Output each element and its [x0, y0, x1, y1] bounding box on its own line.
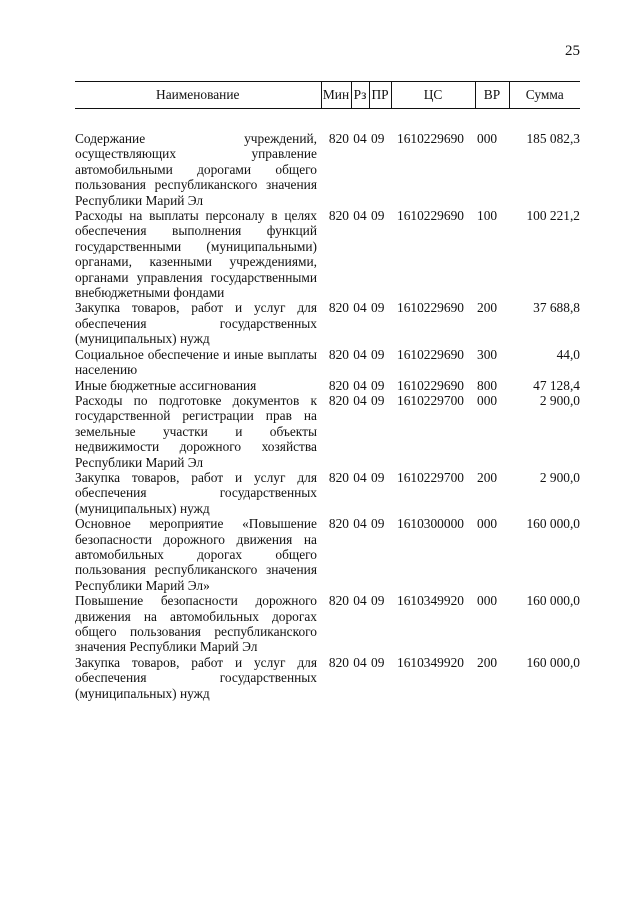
header-min: Мин — [321, 82, 351, 109]
header-rz: Рз — [351, 82, 369, 109]
cell-min: 820 — [328, 516, 349, 532]
cell-pr: 09 — [371, 469, 385, 485]
cell-min: 820 — [328, 654, 349, 670]
cell-name: Основное мероприятие «Повышение безопасности дорожного движения на автомобильных дорогах общего пользования республиканского значения Республики Марий Эл» — [75, 516, 317, 593]
header-row — [75, 82, 580, 109]
cell-sum: 160 000,0 — [526, 516, 580, 532]
cell-name: Социальное обеспечение и иные выплаты населению — [75, 346, 317, 378]
cell-sum: 185 082,3 — [526, 131, 580, 146]
cell-pr: 09 — [371, 346, 385, 362]
table-row — [75, 393, 580, 470]
cell-sum: 37 688,8 — [533, 300, 580, 316]
cell-vr: 000 — [477, 131, 498, 146]
cell-name: Повышение безопасности дорожного движения на автомобильных дорогах общего пользования республиканского значения Республики Марий Эл — [75, 593, 317, 655]
cell-vr: 300 — [477, 346, 498, 362]
cell-min: 820 — [328, 377, 349, 393]
cell-rz: 04 — [353, 208, 367, 224]
cell-vr: 100 — [477, 208, 498, 224]
cell-cs: 1610229690 — [397, 377, 464, 393]
cell-min: 820 — [328, 392, 349, 408]
cell-name: Расходы по подготовке документов к государственной регистрации прав на земельные участки и объекты недвижимости дорожного хозяйства Республики Марий Эл — [75, 392, 317, 470]
cell-sum: 44,0 — [556, 346, 580, 362]
table-row — [75, 470, 580, 516]
cell-vr: 000 — [477, 593, 498, 609]
cell-min: 820 — [328, 469, 349, 485]
header-name: Наименование — [75, 82, 321, 109]
cell-rz: 04 — [353, 346, 367, 362]
cell-rz: 04 — [353, 131, 367, 146]
cell-vr: 200 — [477, 469, 498, 485]
cell-min: 820 — [328, 300, 349, 316]
cell-vr: 000 — [477, 516, 498, 532]
cell-pr: 09 — [371, 300, 385, 316]
table-row — [75, 347, 580, 378]
cell-pr: 09 — [371, 208, 385, 224]
cell-min: 820 — [328, 346, 349, 362]
table-row — [75, 655, 580, 701]
cell-vr: 000 — [477, 392, 498, 408]
budget-table — [75, 81, 580, 701]
table-body — [75, 109, 580, 702]
header-pr: ПР — [369, 82, 391, 109]
cell-rz: 04 — [353, 377, 367, 393]
cell-cs: 1610229690 — [397, 300, 464, 316]
cell-pr: 09 — [371, 131, 385, 146]
cell-cs: 1610349920 — [397, 654, 464, 670]
cell-min: 820 — [328, 131, 349, 146]
table-spacer-row — [75, 109, 580, 132]
page-number: 25 — [565, 43, 580, 59]
cell-rz: 04 — [353, 516, 367, 532]
cell-cs: 1610229690 — [397, 131, 464, 146]
cell-sum: 2 900,0 — [539, 392, 580, 408]
cell-sum: 160 000,0 — [526, 593, 580, 609]
cell-name: Закупка товаров, работ и услуг для обеспечения государственных (муниципальных) нужд — [75, 654, 317, 701]
header-cs: ЦС — [391, 82, 475, 109]
cell-name: Закупка товаров, работ и услуг для обеспечения государственных (муниципальных) нужд — [75, 300, 317, 347]
cell-vr: 200 — [477, 654, 498, 670]
cell-vr: 200 — [477, 300, 498, 316]
cell-cs: 1610349920 — [397, 593, 464, 609]
cell-rz: 04 — [353, 392, 367, 408]
cell-rz: 04 — [353, 654, 367, 670]
cell-pr: 09 — [371, 593, 385, 609]
cell-rz: 04 — [353, 469, 367, 485]
budget-table-container — [75, 81, 580, 701]
cell-rz: 04 — [353, 593, 367, 609]
cell-name: Расходы на выплаты персоналу в целях обеспечения выполнения функций государственными (муниципальными) органами, казенными учреждениями, органами управления государственными внебюджетными фондами — [75, 208, 317, 301]
header-vr: ВР — [475, 82, 509, 109]
table-row — [75, 300, 580, 346]
cell-pr: 09 — [371, 392, 385, 408]
cell-cs: 1610300000 — [397, 516, 464, 532]
table-row — [75, 131, 580, 208]
cell-cs: 1610229690 — [397, 346, 464, 362]
table-row — [75, 593, 580, 655]
table-row — [75, 208, 580, 300]
cell-pr: 09 — [371, 654, 385, 670]
cell-cs: 1610229700 — [397, 392, 464, 408]
cell-pr: 09 — [371, 377, 385, 393]
cell-name: Закупка товаров, работ и услуг для обеспечения государственных (муниципальных) нужд — [75, 469, 317, 516]
cell-sum: 100 221,2 — [526, 208, 580, 224]
cell-name: Иные бюджетные ассигнования — [75, 377, 257, 393]
cell-cs: 1610229700 — [397, 469, 464, 485]
cell-sum: 2 900,0 — [539, 469, 580, 485]
cell-pr: 09 — [371, 516, 385, 532]
cell-min: 820 — [328, 208, 349, 224]
cell-cs: 1610229690 — [397, 208, 464, 224]
table-row — [75, 378, 580, 393]
cell-sum: 160 000,0 — [526, 654, 580, 670]
cell-sum: 47 128,4 — [533, 377, 580, 393]
cell-name: Содержание учреждений, осуществляющих управление автомобильными дорогами общего пользования республиканского значения Республики Марий Эл — [75, 131, 317, 208]
cell-vr: 800 — [477, 377, 498, 393]
table-header — [75, 82, 580, 109]
cell-min: 820 — [328, 593, 349, 609]
header-sum: Сумма — [509, 82, 580, 109]
table-row — [75, 516, 580, 593]
cell-rz: 04 — [353, 300, 367, 316]
